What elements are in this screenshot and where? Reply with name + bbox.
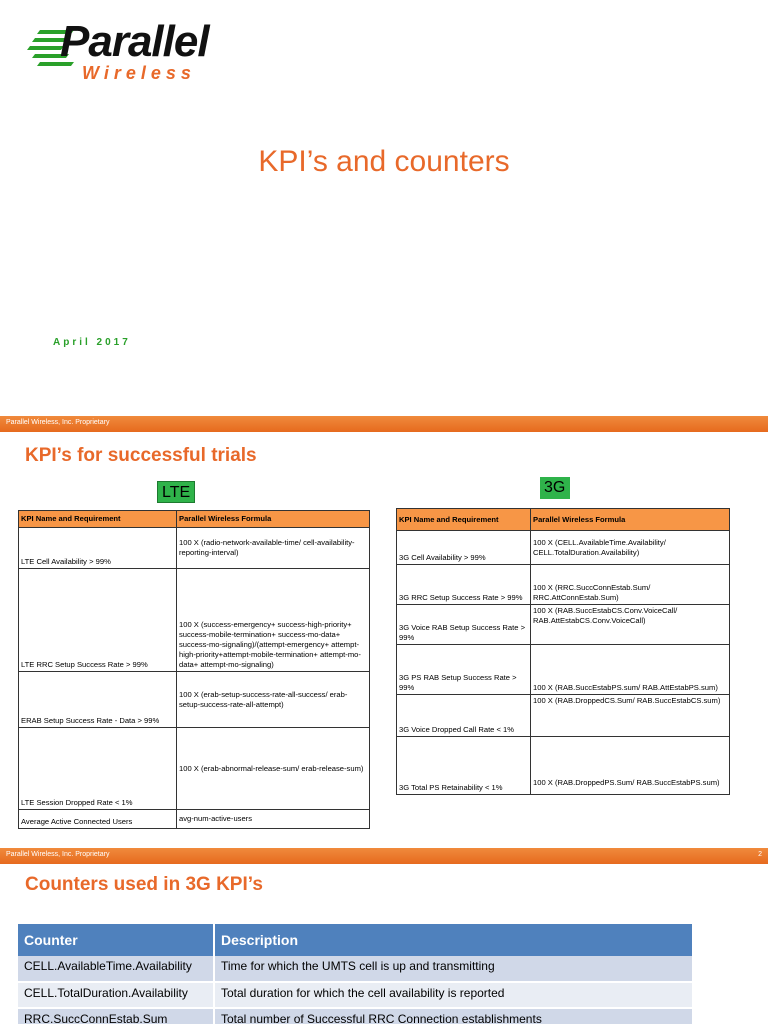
- kpi-name: ERAB Setup Success Rate - Data > 99%: [19, 672, 177, 728]
- table-row: [19, 569, 370, 672]
- footer-bar: [0, 848, 768, 864]
- 3g-tag: 3G: [540, 477, 570, 499]
- company-logo: [26, 18, 236, 82]
- table-row: [19, 528, 370, 569]
- table-header: Parallel Wireless Formula: [531, 509, 730, 531]
- table-row: [19, 810, 370, 829]
- table-header: KPI Name and Requirement: [19, 511, 177, 528]
- kpi-formula: 100 X (RRC.SuccConnEstab.Sum/ RRC.AttConnEstab.Sum): [531, 565, 730, 605]
- kpi-formula: 100 X (erab-setup-success-rate-all-success/ erab-setup-success-rate-all-attempt): [177, 672, 370, 728]
- presentation-title: KPI’s and counters: [258, 145, 510, 178]
- table-row: [397, 605, 730, 645]
- logo-subword: Wireless: [82, 63, 196, 83]
- kpi-name: LTE Cell Availability > 99%: [19, 528, 177, 569]
- footer-bar: [0, 416, 768, 432]
- table-row: [397, 695, 730, 737]
- presentation-date: April 2017: [53, 337, 131, 348]
- title-slide: [0, 0, 768, 432]
- table-row: [19, 728, 370, 810]
- kpi-formula: avg-num-active-users: [177, 810, 370, 829]
- kpi-formula: 100 X (RAB.SuccEstabPS.sum/ RAB.AttEstabPS.sum): [531, 645, 730, 695]
- page-number: 2: [758, 851, 762, 858]
- table-row: [397, 565, 730, 605]
- kpi-name: 3G Total PS Retainability < 1%: [397, 737, 531, 795]
- footer-text: Parallel Wireless, Inc. Proprietary: [6, 419, 110, 426]
- kpi-formula: 100 X (RAB.DroppedPS.Sum/ RAB.SuccEstabPS.sum): [531, 737, 730, 795]
- kpi-name: LTE Session Dropped Rate < 1%: [19, 728, 177, 810]
- counters-slide-title: Counters used in 3G KPI’s: [25, 874, 263, 895]
- table-row: [18, 982, 693, 1008]
- table-header: Parallel Wireless Formula: [177, 511, 370, 528]
- counters-table: [18, 924, 694, 1024]
- table-header: KPI Name and Requirement: [397, 509, 531, 531]
- table-row: [397, 531, 730, 565]
- table-row: [397, 737, 730, 795]
- table-row: [397, 645, 730, 695]
- lte-kpi-table: [18, 510, 370, 829]
- table-row: [18, 956, 693, 982]
- kpi-name: 3G Cell Availability > 99%: [397, 531, 531, 565]
- footer-text: Parallel Wireless, Inc. Proprietary: [6, 851, 110, 858]
- kpi-slide-title: KPI’s for successful trials: [25, 445, 257, 466]
- table-header: Description: [214, 924, 693, 956]
- kpi-formula: 100 X (CELL.AvailableTime.Availability/ CELL.TotalDuration.Availability): [531, 531, 730, 565]
- kpi-formula: 100 X (erab-abnormal-release-sum/ erab-release-sum): [177, 728, 370, 810]
- kpi-formula: 100 X (success-emergency+ success-high-priority+ success-mobile-termination+ success-mo-data+ success-mo-signaling)/(attempt-emergency+ attempt-high-priority+attempt-mobile-termination+ attempt-mo-data+ attempt-mo-signaling): [177, 569, 370, 672]
- lte-tag: LTE: [157, 481, 195, 503]
- kpi-name: 3G Voice RAB Setup Success Rate > 99%: [397, 605, 531, 645]
- counter-name: CELL.TotalDuration.Availability: [18, 982, 214, 1008]
- kpi-name: Average Active Connected Users: [19, 810, 177, 829]
- counter-description: Time for which the UMTS cell is up and transmitting: [214, 956, 693, 982]
- table-header: Counter: [18, 924, 214, 956]
- kpi-formula: 100 X (RAB.SuccEstabCS.Conv.VoiceCall/ RAB.AttEstabCS.Conv.VoiceCall): [531, 605, 730, 645]
- logo-wordmark: Parallel: [60, 17, 209, 66]
- kpi-formula: 100 X (RAB.DroppedCS.Sum/ RAB.SuccEstabCS.sum): [531, 695, 730, 737]
- kpi-formula: 100 X (radio-network-available-time/ cell-availability-reporting-interval): [177, 528, 370, 569]
- counter-description: Total number of Successful RRC Connection establishments: [214, 1008, 693, 1024]
- kpi-name: 3G RRC Setup Success Rate > 99%: [397, 565, 531, 605]
- counter-name: RRC.SuccConnEstab.Sum: [18, 1008, 214, 1024]
- table-row: [18, 1008, 693, 1024]
- counter-name: CELL.AvailableTime.Availability: [18, 956, 214, 982]
- 3g-kpi-table: [396, 508, 730, 795]
- counter-description: Total duration for which the cell availability is reported: [214, 982, 693, 1008]
- table-row: [19, 672, 370, 728]
- kpi-name: LTE RRC Setup Success Rate > 99%: [19, 569, 177, 672]
- kpi-name: 3G PS RAB Setup Success Rate > 99%: [397, 645, 531, 695]
- kpi-name: 3G Voice Dropped Call Rate < 1%: [397, 695, 531, 737]
